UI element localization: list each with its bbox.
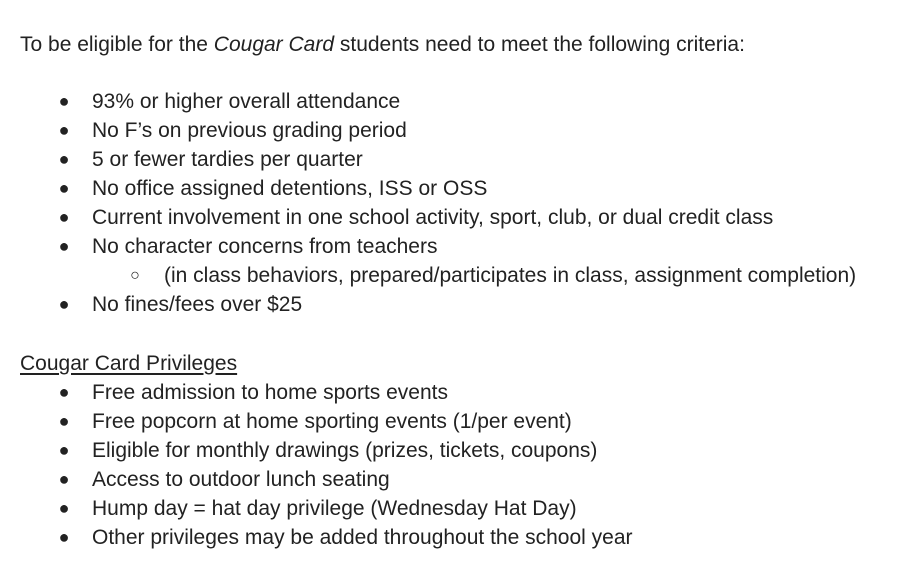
intro-paragraph xyxy=(20,30,745,59)
bullet-icon: ● xyxy=(58,91,70,111)
criteria-item-text: 5 or fewer tardies per quarter xyxy=(92,148,363,171)
privilege-item-text: Access to outdoor lunch seating xyxy=(92,468,390,491)
criteria-item-text: 93% or higher overall attendance xyxy=(92,90,401,113)
bullet-icon: ● xyxy=(58,469,70,489)
bullet-icon: ● xyxy=(58,382,70,402)
criteria-item-text: No fines/fees over $25 xyxy=(92,293,303,316)
privilege-item-text: Free admission to home sports events xyxy=(92,381,448,404)
bullet-icon: ● xyxy=(58,527,70,547)
bullet-icon: ● xyxy=(58,411,70,431)
criteria-item-text: Current involvement in one school activity, sport, club, or dual credit class xyxy=(92,206,774,229)
bullet-icon: ● xyxy=(58,498,70,518)
criteria-item-text: No character concerns from teachers xyxy=(92,235,438,258)
intro-text-before: To be eligible for the xyxy=(20,33,214,56)
criteria-item-text: No F’s on previous grading period xyxy=(92,119,407,142)
bullet-icon: ● xyxy=(58,294,70,314)
intro-text-after: students need to meet the following criteria: xyxy=(334,33,745,56)
privilege-item-text: Free popcorn at home sporting events (1/per event) xyxy=(92,410,572,433)
bullet-icon: ● xyxy=(58,236,70,256)
hollow-bullet-icon: ○ xyxy=(130,267,140,284)
privilege-item-text: Other privileges may be added throughout the school year xyxy=(92,526,633,549)
criteria-subitem-text: (in class behaviors, prepared/participates in class, assignment completion) xyxy=(164,264,857,287)
bullet-icon: ● xyxy=(58,149,70,169)
bullet-icon: ● xyxy=(58,440,70,460)
bullet-icon: ● xyxy=(58,178,70,198)
bullet-icon: ● xyxy=(58,120,70,140)
bullet-icon: ● xyxy=(58,207,70,227)
intro-card-name: Cougar Card xyxy=(213,33,335,56)
privilege-item-text: Eligible for monthly drawings (prizes, tickets, coupons) xyxy=(92,439,598,462)
criteria-item-text: No office assigned detentions, ISS or OSS xyxy=(92,177,488,200)
privileges-heading: Cougar Card Privileges xyxy=(20,352,238,375)
privilege-item-text: Hump day = hat day privilege (Wednesday Hat Day) xyxy=(92,497,577,520)
